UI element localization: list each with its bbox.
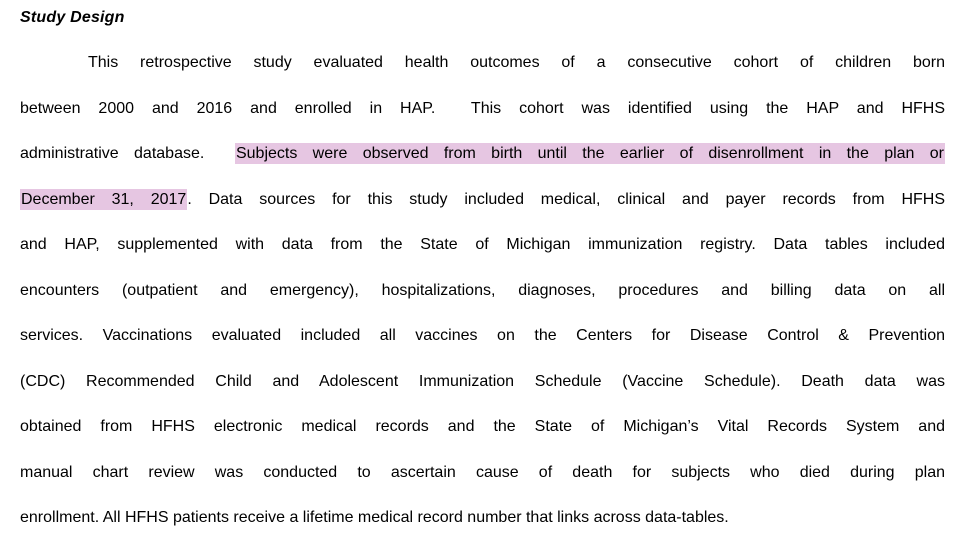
text-segment: . Data sources for this study included medical, clinical and payer records from HFHS [187, 190, 946, 208]
text-line [20, 404, 945, 450]
text-line [20, 495, 945, 541]
text-segment: between 2000 and 2016 and enrolled in HAP. This cohort was identified using the HAP and HFHS [20, 99, 945, 117]
section-heading: Study Design [20, 9, 125, 26]
text-segment: manual chart review was conducted to ascertain cause of death for subjects who died during plan [20, 463, 945, 481]
text-line [20, 86, 945, 132]
highlighted-text: Subjects were observed from birth until the earlier of disenrollment in the plan or [235, 145, 944, 162]
paragraph [20, 40, 945, 541]
text-line [20, 359, 945, 405]
text-line [20, 313, 945, 359]
highlighted-text: December 31, 2017 [21, 190, 187, 208]
text-segment: encounters (outpatient and emergency), hospitalizations, diagnoses, procedures and billing data on all [20, 281, 945, 299]
text-segment: administrative database. [20, 145, 235, 162]
text-segment: (CDC) Recommended Child and Adolescent Immunization Schedule (Vaccine Schedule). Death data was [20, 372, 945, 390]
text-line [20, 268, 945, 314]
text-segment: This retrospective study evaluated health outcomes of a consecutive cohort of children born [88, 54, 945, 71]
text-line [20, 222, 945, 268]
text-line [20, 177, 945, 223]
text-line [20, 131, 945, 177]
text-line [20, 450, 945, 496]
text-line [20, 40, 945, 86]
text-segment: and HAP, supplemented with data from the State of Michigan immunization registry. Data tables included [20, 236, 945, 253]
text-segment: obtained from HFHS electronic medical records and the State of Michigan’s Vital Records System and [20, 418, 945, 435]
text-segment: enrollment. All HFHS patients receive a lifetime medical record number that links across data-tables. [20, 509, 729, 526]
text-segment: services. Vaccinations evaluated included all vaccines on the Centers for Disease Control & Prevention [20, 327, 945, 344]
